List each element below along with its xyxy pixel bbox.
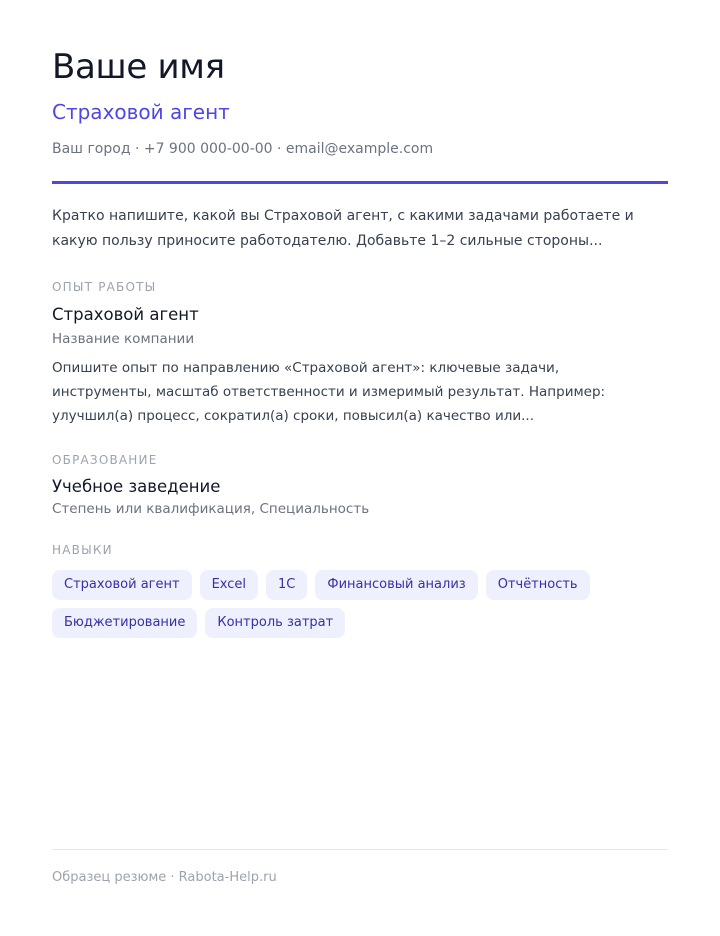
footer-divider (52, 849, 668, 850)
skill-chip: Финансовый анализ (315, 570, 477, 600)
job-description: Опишите опыт по направлению «Страховой агент»: ключевые задачи, инструменты, масштаб ответственности и измеримый результат. Например: улучшил(а) процесс, сократил(а) сроки, повысил(а) качество или... (52, 360, 606, 424)
candidate-name: Ваше имя (52, 47, 225, 87)
contact-line: Ваш город · +7 900 000-00-00 · email@example.com (52, 141, 434, 157)
skill-chip: Отчётность (486, 570, 590, 600)
skills-list (52, 570, 668, 638)
resume-page (52, 0, 668, 936)
footer-text: Образец резюме · Rabota-Help.ru (52, 870, 277, 885)
skill-chip: Страховой агент (52, 570, 192, 600)
institution-name: Учебное заведение (52, 477, 221, 496)
header-divider (52, 181, 668, 184)
skill-chip: 1С (266, 570, 307, 600)
experience-section-title: ОПЫТ РАБОТЫ (52, 280, 157, 294)
skills-section-title: НАВЫКИ (52, 543, 113, 557)
degree-specialty: Степень или квалификация, Специальность (52, 501, 370, 517)
company-name: Название компании (52, 331, 195, 347)
skill-chip: Бюджетирование (52, 608, 197, 638)
skill-chip: Контроль затрат (205, 608, 345, 638)
education-section-title: ОБРАЗОВАНИЕ (52, 453, 158, 467)
job-title: Страховой агент (52, 305, 199, 324)
summary-text: Кратко напишите, какой вы Страховой агент, с какими задачами работаете и какую пользу приносите работодателю. Добавьте 1–2 сильные стороны... (52, 208, 634, 249)
skill-chip: Excel (200, 570, 258, 600)
candidate-role: Страховой агент (52, 100, 230, 124)
